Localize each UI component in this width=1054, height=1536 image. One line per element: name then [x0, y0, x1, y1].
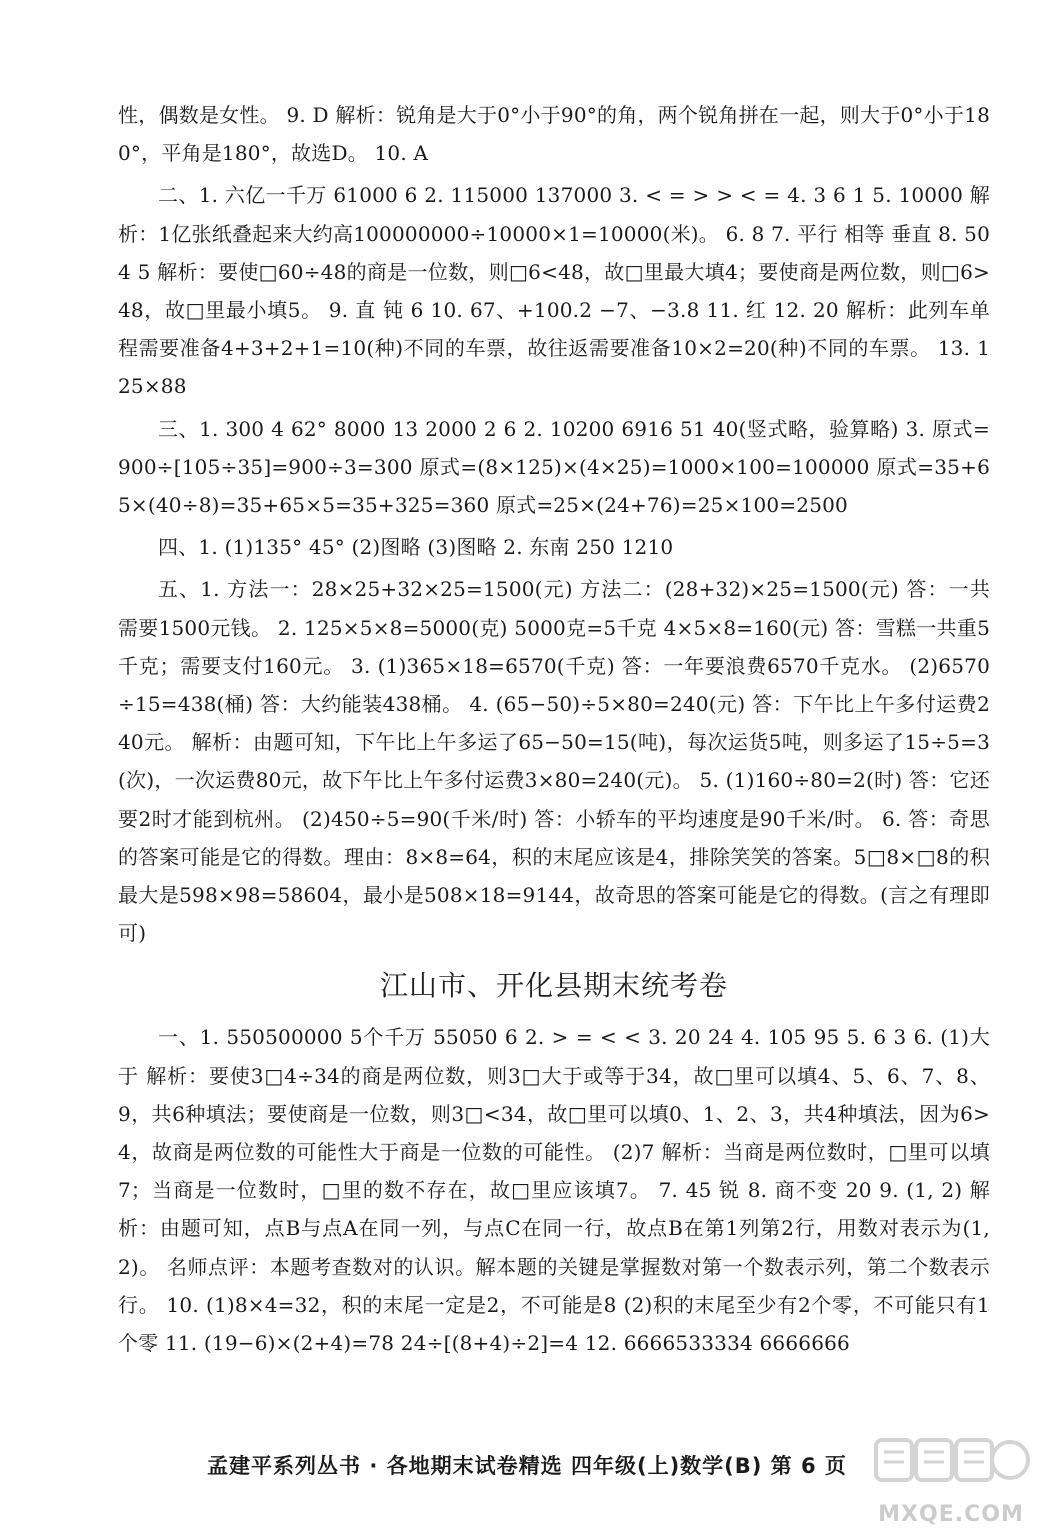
- page-footer: 孟建平系列丛书 · 各地期末试卷精选 四年级(上)数学(B) 第 6 页: [207, 1454, 847, 1478]
- answer-paragraph: 性，偶数是女性。 9. D 解析：锐角是大于0°小于90°的角，两个锐角拼在一起，则大于0°小于180°，平角是180°，故选D。 10. A: [118, 103, 990, 166]
- answer-paragraph: 一、1. 550500000 5个千万 55050 6 2. > = < < 3. 20 24 4. 105 95 5. 6 3 6. (1)大于 解析：要使3□4÷34的商是两位数，则3□大于或等于34，故□里可以填4、5、6、7、8、9，共6种填法；要使商是一位数，则3□<34，故□里可以填0、1、2、3，共4种填法，因为6>4，故商是两位数的可能性大于商是一位数的可能性。 (2)7 解析：当商是两位数时，□里可以填7；当商是一位数时，□里的数不存在，故□里应该填7。 7. 45 锐 8. 商不变 20 9. (1, 2) 解析：由题可知，点B与点A在同一列，与点C在同一行，故点B在第1列第2行，用数对表示为(1, 2)。 名师点评：本题考查数对的认识。解本题的关键是掌握数对第一个数表示列，第二个数表示行。 10. (1)8×4=32，积的末尾一定是2，不可能是8 (2)积的末尾至少有2个零，不可能只有1个零 11. (19−6)×(2+4)=78 24÷[(8+4)÷2]=4 12. 6666533334 6666666: [118, 1025, 990, 1356]
- answer-paragraph: 三、1. 300 4 62° 8000 13 2000 2 6 2. 10200 6916 51 40(竖式略，验算略) 3. 原式=900÷[105÷35]=900÷3=300 原式=(8×125)×(4×25)=1000×100=100000 原式=35+65×(40÷8)=35+65×5=35+325=360 原式=25×(24+76)=25×100=2500: [118, 416, 990, 518]
- answer-paragraph: 二、1. 六亿一千万 61000 6 2. 115000 137000 3. < = > > < = 4. 3 6 1 5. 10000 解析：1亿张纸叠起来大约高100000000÷10000×1=10000(米)。 6. 8 7. 平行 相等 垂直 8. 50 4 5 解析：要使□60÷48的商是一位数，则□6<48，故□里最大填4；要使商是两位数，则□6>48，故□里最小填5。 9. 直 钝 6 10. 67、+100.2 −7、−3.8 11. 红 12. 20 解析：此列车单程需要准备4+3+2+1=10(种)不同的车票，故往返需要准备10×2=20(种)不同的车票。 13. 125×88: [118, 183, 990, 399]
- answer-logo-icon: [872, 1432, 1032, 1502]
- answer-paragraph: 五、1. 方法一：28×25+32×25=1500(元) 方法二：(28+32)×25=1500(元) 答：一共需要1500元钱。 2. 125×5×8=5000(克) 5000克=5千克 4×5×8=160(元) 答：雪糕一共重5千克；需要支付160元。 3. (1)365×18=6570(千克) 答：一年要浪费6570千克水。 (2)6570÷15=438(桶) 答：大约能装438桶。 4. (65−50)÷5×80=240(元) 答：下午比上午多付运费240元。 解析：由题可知，下午比上午多运了65−50=15(吨)，每次运货5吨，则多运了15÷5=3(次)，一次运费80元，故下午比上午多付运费3×80=240(元)。 5. (1)160÷80=2(时) 答：它还要2时才能到杭州。 (2)450÷5=90(千米/时) 答：小轿车的平均速度是90千米/时。 6. 答：奇思的答案可能是它的得数。理由：8×8=64，积的末尾应该是4，排除笑笑的答案。5□8×□8的积最大是598×98=58604，最小是508×18=9144，故奇思的答案可能是它的得数。(言之有理即可): [118, 577, 990, 946]
- top-sections: [118, 96, 990, 952]
- watermark: [866, 1432, 1036, 1532]
- bottom-sections: [118, 1018, 990, 1362]
- answer-content: [118, 96, 990, 1362]
- section-title: 江山市、开化县期末统考卷: [379, 969, 728, 1003]
- answer-paragraph: 四、1. (1)135° 45° (2)图略 (3)图略 2. 东南 250 1210: [158, 535, 674, 560]
- watermark-text: MXQE.COM: [878, 1502, 1024, 1527]
